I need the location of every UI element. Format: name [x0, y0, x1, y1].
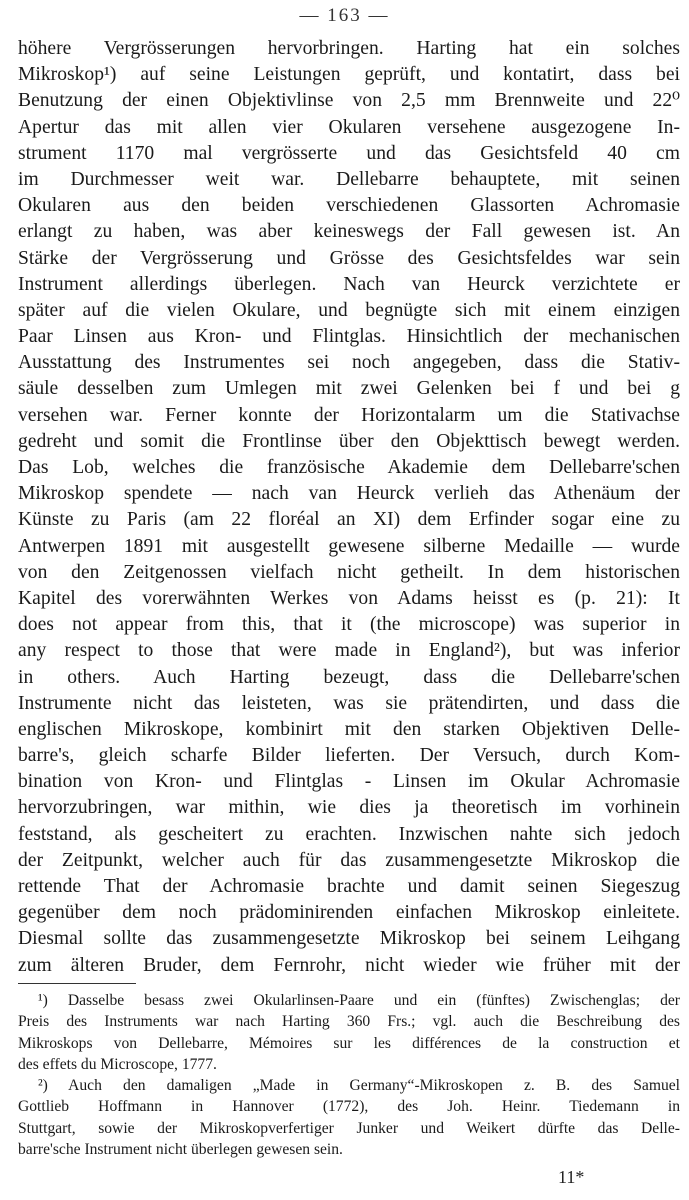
body-line: Ausstattung des Instrumentes sei noch angegeben, dass die Stativ-: [18, 352, 680, 374]
body-line: Mikroskop¹) auf seine Leistungen geprüft, und kontatirt, dass bei: [18, 64, 680, 86]
body-line: Benutzung der einen Objektivlinse von 2,5 mm Brennweite und 22⁰: [18, 90, 680, 112]
body-line: Instrumente nicht das leisteten, was sie prätendirten, und dass die: [18, 692, 680, 714]
body-line: Instrument allerdings überlegen. Nach van Heurck verzichtete er: [18, 273, 680, 295]
footnote-line: ¹) Dasselbe besass zwei Okularlinsen-Paare und ein (fünftes) Zwischenglas; der: [38, 992, 680, 1009]
body-line: bination von Kron- und Flintglas - Linsen im Okular Achromasie: [18, 771, 680, 793]
body-line: säule desselben zum Umlegen mit zwei Gelenken bei f und bei g: [18, 378, 680, 400]
footnote-line: des effets du Microscope, 1777.: [18, 1055, 217, 1073]
footnotes: [18, 990, 680, 1160]
body-line: Diesmal sollte das zusammengesetzte Mikroskop bei seinem Leihgang: [18, 928, 680, 950]
signature-mark: 11*: [558, 1167, 585, 1187]
body-line: später auf die vielen Okulare, und begnügte sich mit einem einzigen: [18, 299, 680, 321]
footnote-line: Gottlieb Hoffmann in Hannover (1772), des Joh. Heinr. Tiedemann in: [18, 1098, 680, 1116]
body-line: zum älteren Bruder, dem Fernrohr, nicht wieder wie früher mit der: [18, 954, 680, 976]
body-text: [18, 36, 680, 979]
body-line: hervorzubringen, war mithin, wie dies ja theoretisch im vorhinein: [18, 797, 680, 819]
page-number: — 163 —: [299, 5, 390, 26]
body-line: von den Zeitgenossen vielfach nicht getheilt. In dem historischen: [18, 561, 680, 583]
body-line: Apertur das mit allen vier Okularen versehene ausgezogene In-: [18, 116, 680, 138]
body-line: does not appear from this, that it (the microscope) was superior in: [18, 614, 680, 636]
body-line: im Durchmesser weit war. Dellebarre behauptete, mit seinen: [18, 168, 680, 190]
footnote-line: Mikroskops von Dellebarre, Mémoires sur les différences de la construction et: [18, 1034, 680, 1052]
body-line: Paar Linsen aus Kron- und Flintglas. Hinsichtlich der mechanischen: [18, 326, 680, 348]
footnote-line: ²) Auch den damaligen „Made in Germany“-Mikroskopen z. B. des Samuel: [38, 1077, 680, 1095]
footnote-line: Preis des Instruments war nach Harting 360 Frs.; vgl. auch die Beschreibung des: [18, 1013, 680, 1031]
body-line: rettende That der Achromasie brachte und damit seinen Siegeszug: [18, 876, 680, 897]
body-line: Kapitel des vorerwähnten Werkes von Adams heisst es (p. 21): It: [18, 587, 680, 609]
body-line: feststand, als gescheitert zu erachten. Inzwischen nahte sich jedoch: [18, 823, 680, 845]
body-line: Antwerpen 1891 mit ausgestellt gewesene silberne Medaille — wurde: [18, 535, 680, 557]
body-line: Okularen aus den beiden verschiedenen Glassorten Achromasie: [18, 195, 680, 217]
body-line: any respect to those that were made in England²), but was inferior: [18, 640, 680, 662]
footnote-line: barre'sche Instrument nicht überlegen gewesen sein.: [18, 1141, 343, 1159]
body-line: gedreht und somit die Frontlinse über den Objekttisch bewegt werden.: [18, 430, 680, 452]
body-line: gegenüber dem noch prädominirenden einfachen Mikroskop einleitete.: [18, 902, 680, 924]
body-line: Mikroskop spendete — nach van Heurck verlieh das Athenäum der: [18, 483, 680, 505]
body-line: Stärke der Vergrösserung und Grösse des Gesichtsfeldes war sein: [18, 247, 680, 269]
body-line: strument 1170 mal vergrösserte und das Gesichtsfeld 40 cm: [18, 142, 680, 164]
body-line: versehen war. Ferner konnte der Horizontalarm um die Stativachse: [18, 404, 680, 426]
body-line: Das Lob, welches die französische Akademie dem Dellebarre'schen: [18, 457, 680, 478]
footnote-line: Stuttgart, sowie der Mikroskopverfertiger Junker und Weikert dürfte das Delle-: [18, 1119, 680, 1137]
footnote-rule: [18, 983, 136, 984]
body-line: in others. Auch Harting bezeugt, dass die Dellebarre'schen: [18, 666, 680, 688]
body-line: Künste zu Paris (am 22 floréal an XI) dem Erfinder sogar eine zu: [18, 509, 680, 531]
body-line: barre's, gleich scharfe Bilder lieferten. Der Versuch, durch Kom-: [18, 745, 680, 767]
body-line: der Zeitpunkt, welcher auch für das zusammengesetzte Mikroskop die: [18, 849, 680, 871]
body-line: höhere Vergrösserungen hervorbringen. Harting hat ein solches: [18, 38, 680, 59]
body-line: erlangt zu haben, was aber keineswegs der Fall gewesen ist. An: [18, 221, 680, 243]
body-line: englischen Mikroskope, kombinirt mit den starken Objektiven Delle-: [18, 718, 680, 740]
